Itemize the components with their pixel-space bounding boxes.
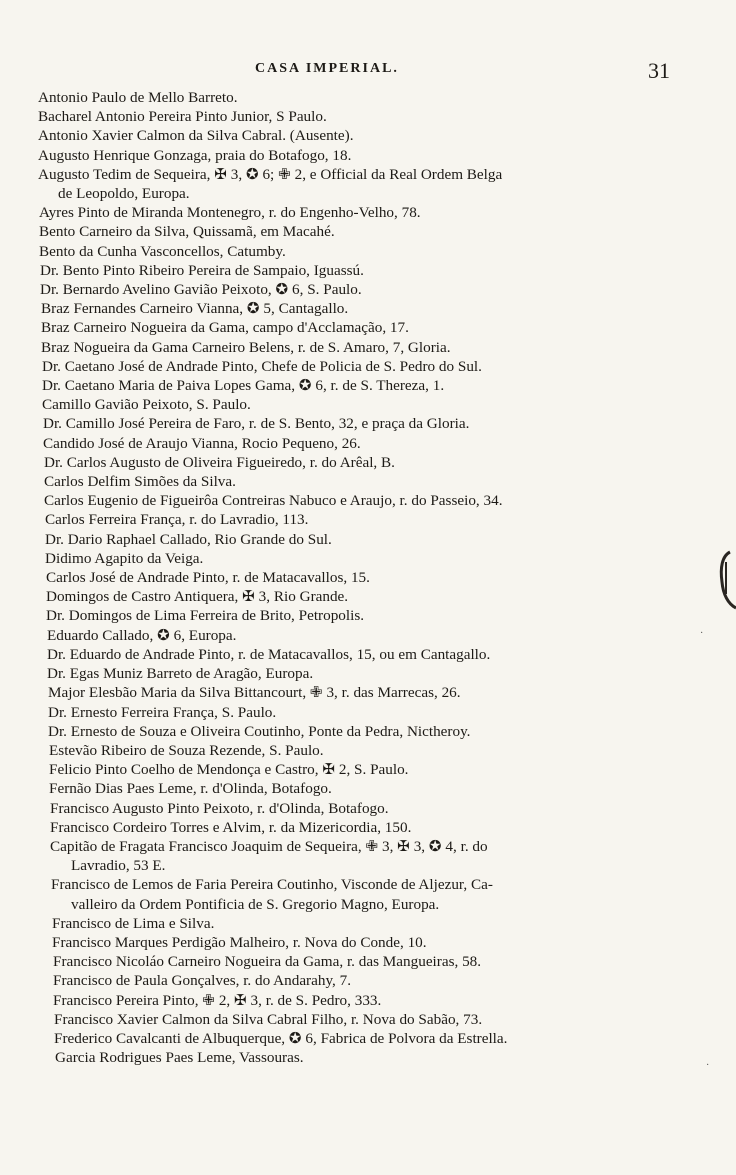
entry-line: Felicio Pinto Coelho de Mendonça e Castro, ✠ 2, S. Paulo. <box>49 761 409 779</box>
entry-line: Dr. Caetano Maria de Paiva Lopes Gama, ✪ 6, r. de S. Thereza, 1. <box>42 377 445 395</box>
entry-line: Francisco de Paula Gonçalves, r. do Andarahy, 7. <box>53 972 352 990</box>
entry-line: Antonio Xavier Calmon da Silva Cabral. (Ausente). <box>38 127 354 145</box>
entry-line: Dr. Ernesto Ferreira França, S. Paulo. <box>48 703 277 721</box>
entry-line: Dr. Camillo José Pereira de Faro, r. de S. Bento, 32, e praça da Gloria. <box>43 415 470 433</box>
entry-continuation-line: valleiro da Ordem Pontificia de S. Gregorio Magno, Europa. <box>71 895 440 913</box>
entry-line: Eduardo Callado, ✪ 6, Europa. <box>47 626 237 644</box>
running-title: CASA IMPERIAL. <box>255 61 399 76</box>
entry-line: Antonio Paulo de Mello Barreto. <box>38 89 238 106</box>
entry-continuation-line: de Leopoldo, Europa. <box>58 185 190 203</box>
entry-line: Bento Carneiro da Silva, Quissamã, em Macahé. <box>39 223 335 241</box>
bleed-through-mark <box>716 548 736 610</box>
entry-line: Dr. Domingos de Lima Ferreira de Brito, Petropolis. <box>46 607 365 625</box>
entry-line: Dr. Carlos Augusto de Oliveira Figueiredo, r. do Arêal, B. <box>44 453 395 471</box>
entry-line: Carlos Delfim Simões da Silva. <box>44 473 236 491</box>
entry-line: Francisco Xavier Calmon da Silva Cabral Filho, r. Nova do Sabão, 73. <box>54 1010 483 1028</box>
entry-line: Camillo Gavião Peixoto, S. Paulo. <box>42 396 251 414</box>
entry-line: Carlos Eugenio de Figueirôa Contreiras Nabuco e Araujo, r. do Passeio, 34. <box>44 492 503 510</box>
entry-line: Francisco Marques Perdigão Malheiro, r. Nova do Conde, 10. <box>52 933 427 951</box>
entry-line: Capitão de Fragata Francisco Joaquim de Sequeira, ✙ 3, ✠ 3, ✪ 4, r. do <box>50 837 488 855</box>
entry-line: Dr. Egas Muniz Barreto de Aragão, Europa. <box>47 665 314 683</box>
entry-line: Francisco Nicoláo Carneiro Nogueira da Gama, r. das Mangueiras, 58. <box>53 953 482 971</box>
entry-line: Major Elesbão Maria da Silva Bittancourt, ✙ 3, r. das Marrecas, 26. <box>48 684 461 702</box>
entry-line: Augusto Tedim de Sequeira, ✠ 3, ✪ 6; ✙ 2, e Official da Real Ordem Belga <box>38 165 503 183</box>
entry-line: Francisco Augusto Pinto Peixoto, r. d'Olinda, Botafogo. <box>50 799 389 817</box>
entry-line: Braz Fernandes Carneiro Vianna, ✪ 5, Cantagallo. <box>41 300 349 318</box>
entry-line: Carlos José de Andrade Pinto, r. de Matacavallos, 15. <box>46 569 370 587</box>
entry-line: Francisco Cordeiro Torres e Alvim, r. da Mizericordia, 150. <box>50 818 412 836</box>
entry-line: Ayres Pinto de Miranda Montenegro, r. do Engenho-Velho, 78. <box>39 204 421 222</box>
entry-line: Candido José de Araujo Vianna, Rocio Pequeno, 26. <box>43 434 361 452</box>
ink-speck: · <box>700 628 704 639</box>
entry-line: Fernão Dias Paes Leme, r. d'Olinda, Botafogo. <box>49 780 332 798</box>
entry-line: Bento da Cunha Vasconcellos, Catumby. <box>39 242 286 260</box>
entry-line: Braz Carneiro Nogueira da Gama, campo d'Acclamação, 17. <box>41 319 409 337</box>
entry-line: Estevão Ribeiro de Souza Rezende, S. Paulo. <box>49 741 324 759</box>
entry-line: Domingos de Castro Antiquera, ✠ 3, Rio Grande. <box>46 588 349 606</box>
entry-line: Dr. Eduardo de Andrade Pinto, r. de Matacavallos, 15, ou em Cantagallo. <box>47 645 491 663</box>
entry-list <box>0 88 736 1067</box>
page-number: 31 <box>648 58 670 83</box>
entry-line: Dr. Bernardo Avelino Gavião Peixoto, ✪ 6, S. Paulo. <box>40 281 362 299</box>
entry-line: Garcia Rodrigues Paes Leme, Vassouras. <box>55 1049 304 1067</box>
entry-line: Dr. Bento Pinto Ribeiro Pereira de Sampaio, Iguassú. <box>40 261 364 279</box>
entry-line: Didimo Agapito da Veiga. <box>45 549 204 567</box>
entry-line: Frederico Cavalcanti de Albuquerque, ✪ 6, Fabrica de Polvora da Estrella. <box>54 1029 508 1047</box>
entry-line: Dr. Ernesto de Souza e Oliveira Coutinho, Ponte da Pedra, Nictheroy. <box>48 722 471 740</box>
entry-line: Francisco de Lima e Silva. <box>52 914 215 932</box>
entry-line: Bacharel Antonio Pereira Pinto Junior, S Paulo. <box>38 108 327 126</box>
entry-line: Carlos Ferreira França, r. do Lavradio, 113. <box>45 511 309 529</box>
page-header <box>0 58 736 86</box>
entry-line: Francisco de Lemos de Faria Pereira Coutinho, Visconde de Aljezur, Ca- <box>51 876 493 894</box>
entry-line: Dr. Dario Raphael Callado, Rio Grande do Sul. <box>45 530 332 548</box>
entry-line: Braz Nogueira da Gama Carneiro Belens, r. de S. Amaro, 7, Gloria. <box>41 338 451 356</box>
entry-line: Francisco Pereira Pinto, ✙ 2, ✠ 3, r. de S. Pedro, 333. <box>53 991 382 1009</box>
ink-speck: · <box>706 1060 710 1071</box>
entry-continuation-line: Lavradio, 53 E. <box>71 857 166 875</box>
entry-line: Augusto Henrique Gonzaga, praia do Botafogo, 18. <box>38 146 352 164</box>
entry-line: Dr. Caetano José de Andrade Pinto, Chefe de Policia de S. Pedro do Sul. <box>42 357 482 375</box>
